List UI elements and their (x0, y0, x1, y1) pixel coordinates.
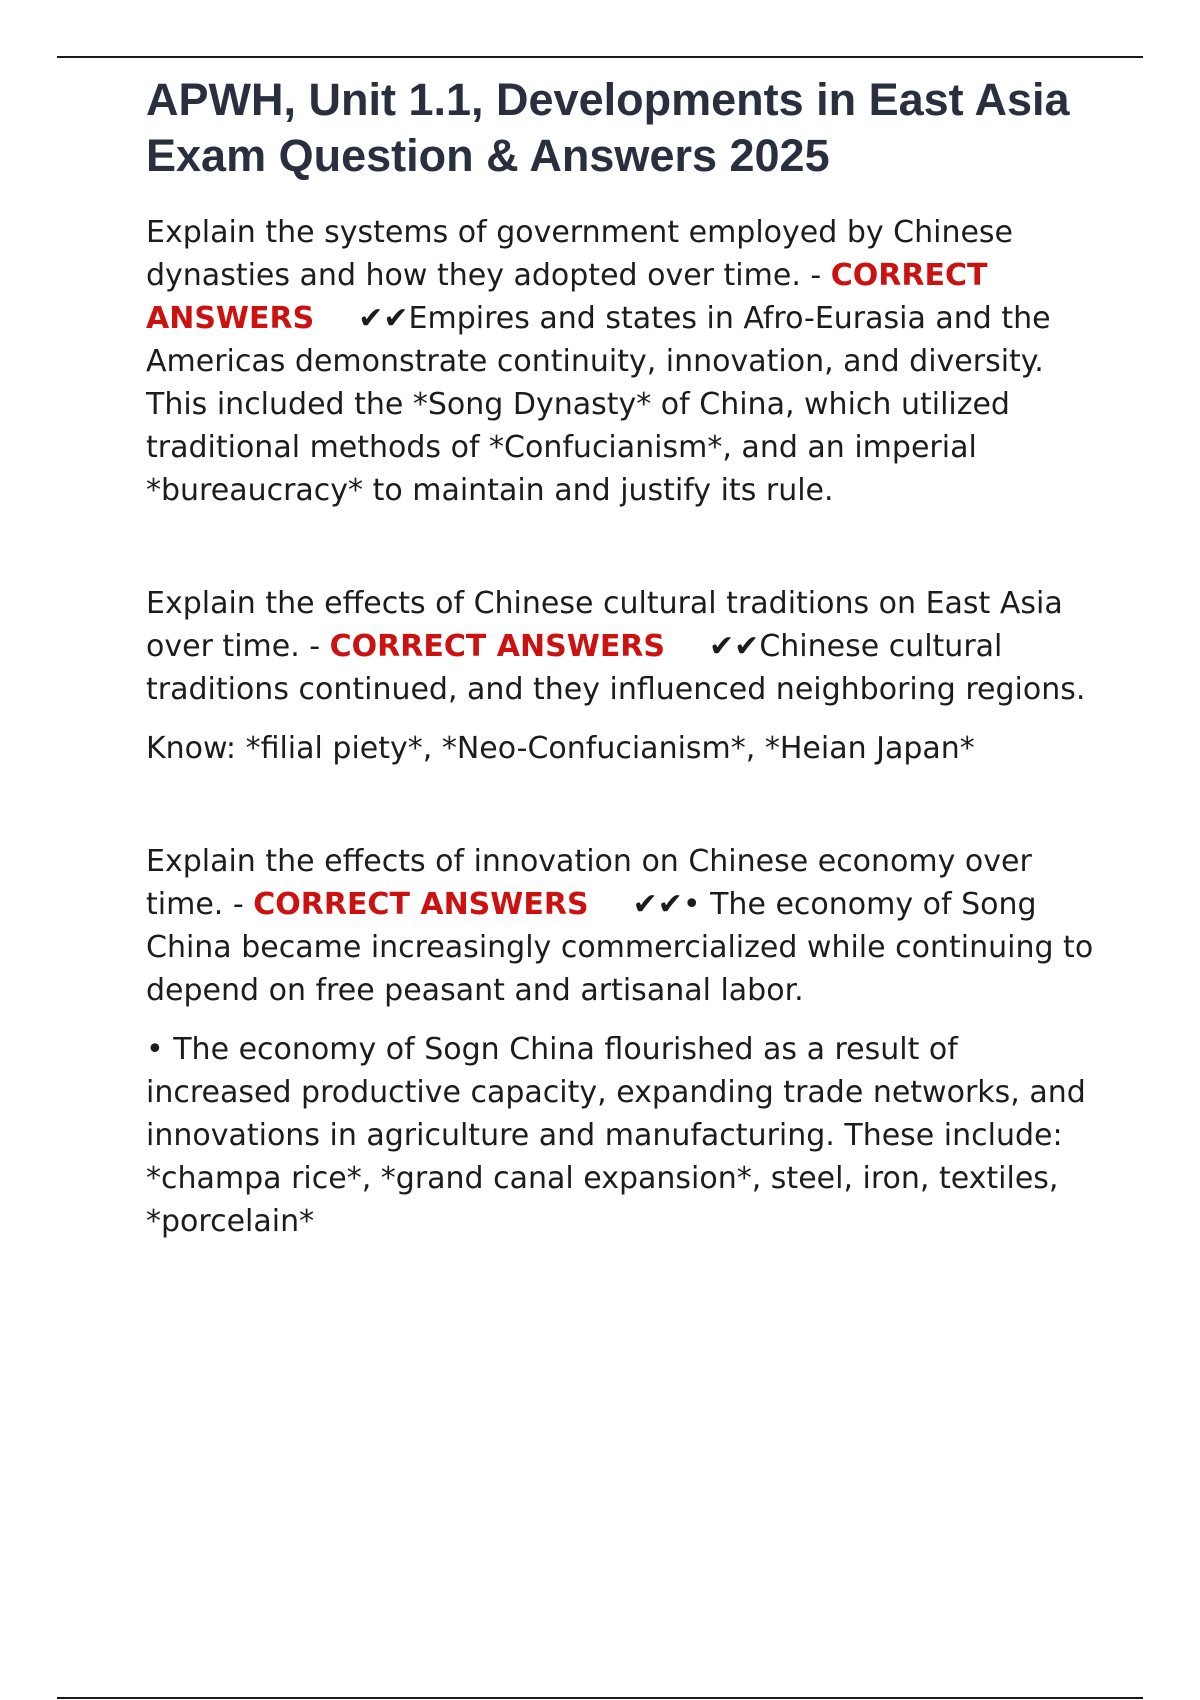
correct-answers-label: CORRECT ANSWERS (253, 887, 589, 922)
answer-extra-text: Know: *filial piety*, *Neo-Confucianism*, *Heian Japan* (146, 731, 975, 766)
checkmark-icon: ✔✔ (709, 629, 760, 664)
qa-block-3 (146, 840, 1106, 1243)
correct-answers-label: CORRECT ANSWERS (329, 629, 666, 664)
top-rule (57, 56, 1143, 58)
qa-block-1 (146, 211, 1106, 512)
bottom-rule (57, 1697, 1143, 1699)
answer-text: Empires and states in Afro-Eurasia and the Americas demonstrate continuity, innovation, and diversity. This included the *Song Dynasty* of China, which utilized traditional methods of *Confucianism*, and an imperial *bureaucracy* to maintain and justify its rule. (146, 301, 1051, 508)
qa-paragraph (146, 582, 1106, 711)
question-text: Explain the effects of Chinese cultural traditions on East Asia over time. - (146, 586, 1063, 664)
document-body (146, 72, 1106, 1243)
question-text: Explain the effects of innovation on Chinese economy over time. - (146, 844, 1032, 922)
document-title: APWH, Unit 1.1, Developments in East Asia Exam Question & Answers 2025 (146, 74, 1070, 181)
answer-text: Chinese cultural traditions continued, and they influenced neighboring regions. (146, 629, 1086, 707)
answer-extra-text: • The economy of Sogn China flourished as a result of increased productive capacity, expanding trade networks, and innovations in agriculture and manufacturing. These include: *champa rice*, *grand canal expansion*, steel, iron, textiles, *porcelain* (146, 1032, 1086, 1239)
qa-paragraph (146, 211, 1106, 512)
qa-block-2 (146, 582, 1106, 770)
checkmark-icon: ✔✔ (632, 887, 683, 922)
checkmark-icon: ✔✔ (358, 301, 409, 336)
correct-answers-label: CORRECT ANSWERS (146, 258, 988, 336)
answer-text: • The economy of Song China became increasingly commercialized while continuing to depend on free peasant and artisanal labor. (146, 887, 1094, 1008)
qa-paragraph (146, 840, 1106, 1012)
question-text: Explain the systems of government employed by Chinese dynasties and how they adopted over time. - (146, 215, 1014, 293)
